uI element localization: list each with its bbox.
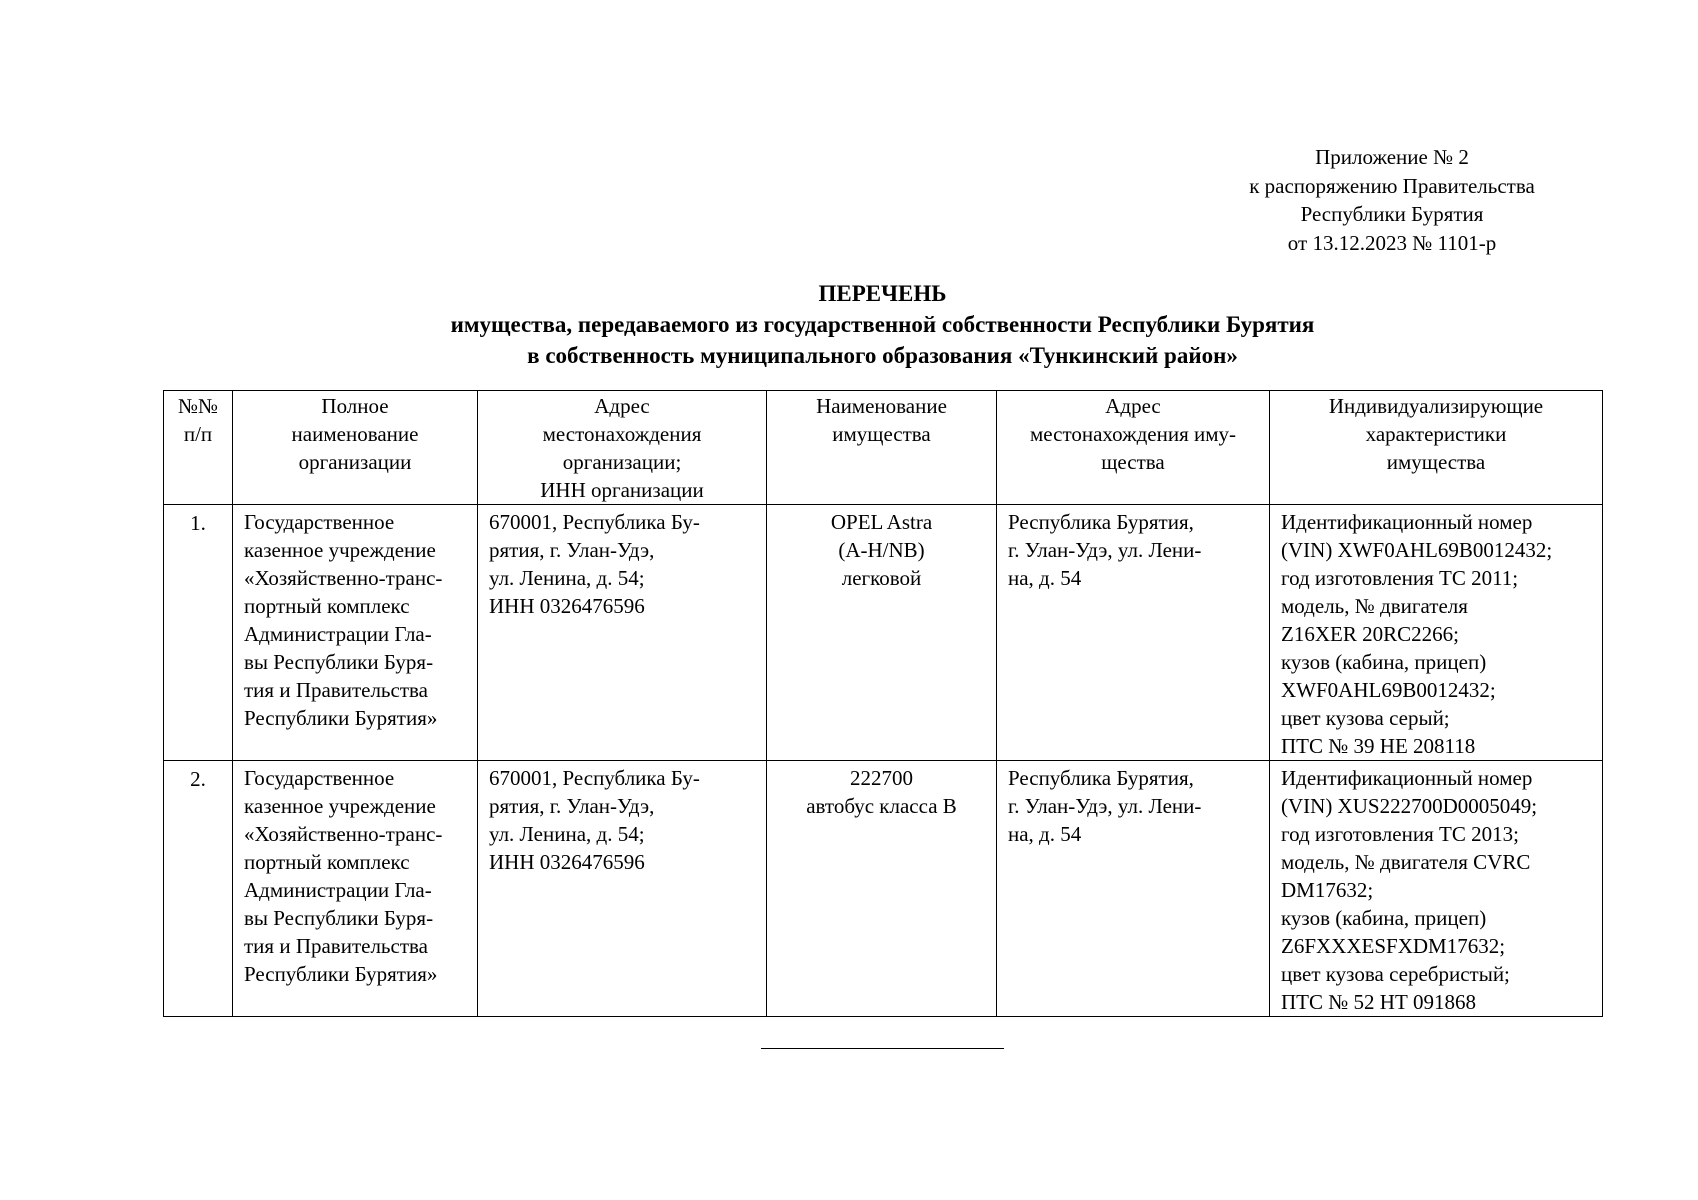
cell-org: Государственное казенное учреждение «Хозяйственно-транс- портный комплекс Администрации Гла- вы Республики Буря- тия и Правительства Республики Бурятия» (233, 505, 478, 761)
appendix-line: Республики Бурятия (1300, 202, 1484, 226)
table-row (164, 505, 1603, 761)
cell-characteristics: Идентификационный номер (VIN) XUS222700D0005049; год изготовления ТС 2013; модель, № двигателя CVRC DM17632; кузов (кабина, прицеп) Z6FXXXESFXDM17632; цвет кузова серебристый; ПТС № 52 НТ 091868 (1270, 761, 1603, 1017)
title-heading: ПЕРЕЧЕНЬ (818, 281, 947, 306)
cell-num: 1. (164, 505, 233, 761)
document-title (163, 278, 1602, 371)
cell-org: Государственное казенное учреждение «Хозяйственно-транс- портный комплекс Администрации Гла- вы Республики Буря- тия и Правительства Республики Бурятия» (233, 761, 478, 1017)
cell-property-name: OPEL Astra (A-H/NB) легковой (767, 505, 997, 761)
cell-property-name: 222700 автобус класса В (767, 761, 997, 1017)
cell-property-address: Республика Бурятия, г. Улан-Удэ, ул. Лени- на, д. 54 (997, 505, 1270, 761)
header-property-address: Адрес местонахождения иму- щества (997, 391, 1270, 505)
cell-num: 2. (164, 761, 233, 1017)
header-num: №№ п/п (164, 391, 233, 505)
header-org-address: Адрес местонахождения организации; ИНН организации (478, 391, 767, 505)
table-header-row (164, 391, 1603, 505)
cell-org-address: 670001, Республика Бу- рятия, г. Улан-Удэ, ул. Ленина, д. 54; ИНН 0326476596 (478, 505, 767, 761)
title-line: в собственность муниципального образования «Тункинский район» (527, 343, 1238, 368)
appendix-line: от 13.12.2023 № 1101-р (1287, 230, 1497, 255)
appendix-line: Приложение № 2 (1315, 145, 1469, 169)
cell-property-address: Республика Бурятия, г. Улан-Удэ, ул. Лени- на, д. 54 (997, 761, 1270, 1017)
closing-rule (761, 1048, 1004, 1049)
appendix-block (1212, 143, 1572, 257)
header-org: Полное наименование организации (233, 391, 478, 505)
header-property-name: Наименование имущества (767, 391, 997, 505)
header-characteristics: Индивидуализирующие характеристики имущества (1270, 391, 1603, 505)
title-line: имущества, передаваемого из государственной собственности Республики Бурятия (450, 312, 1315, 337)
cell-org-address: 670001, Республика Бу- рятия, г. Улан-Удэ, ул. Ленина, д. 54; ИНН 0326476596 (478, 761, 767, 1017)
property-table (163, 390, 1603, 1017)
table-row (164, 761, 1603, 1017)
cell-characteristics: Идентификационный номер (VIN) XWF0AHL69B0012432; год изготовления ТС 2011; модель, № двигателя Z16XER 20RC2266; кузов (кабина, прицеп) XWF0AHL69B0012432; цвет кузова серый; ПТС № 39 НЕ 208118 (1270, 505, 1603, 761)
appendix-line: к распоряжению Правительства (1249, 173, 1535, 198)
